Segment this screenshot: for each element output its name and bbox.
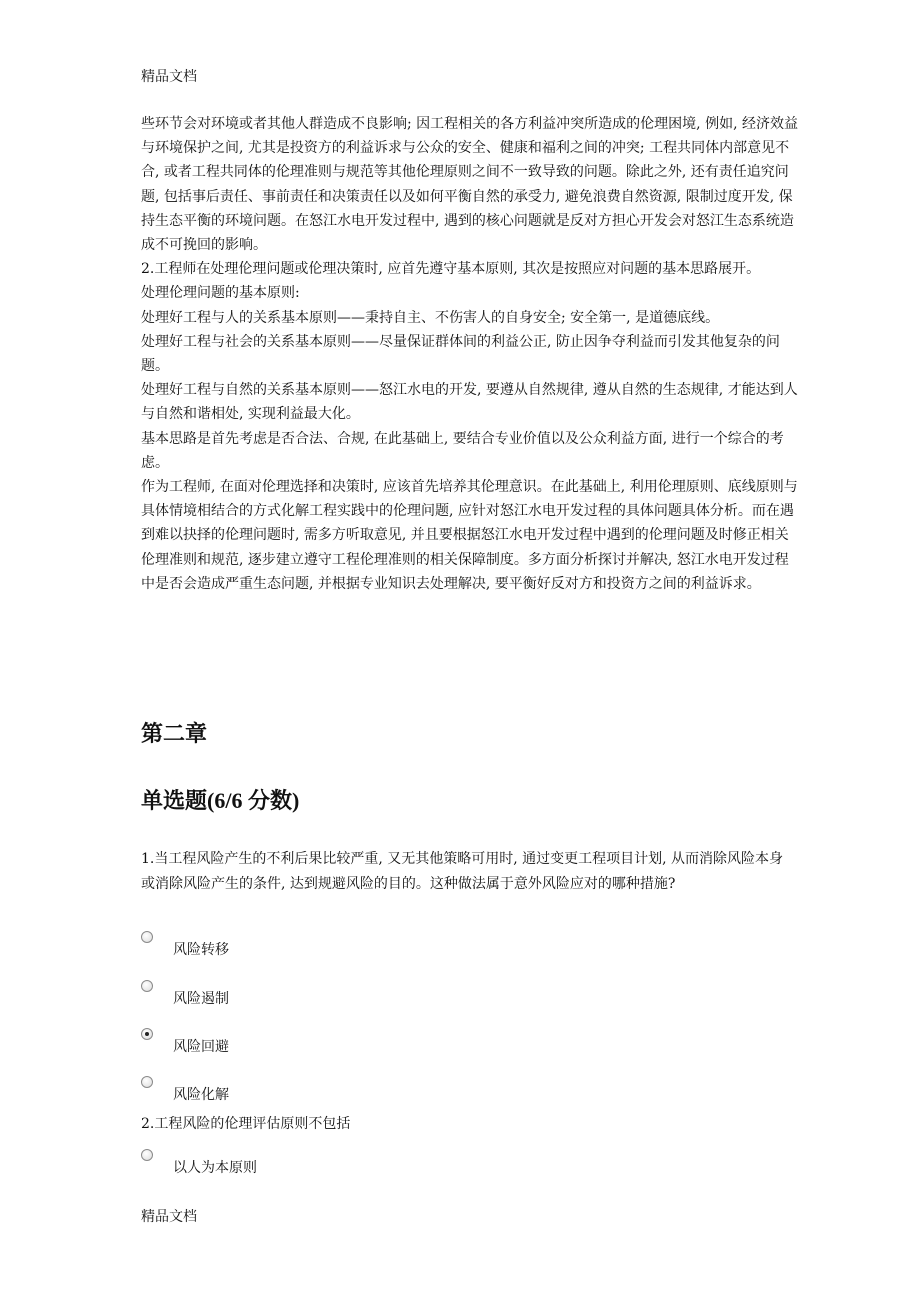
section-title: 单选题(6/6 分数)	[141, 788, 300, 813]
page-footer: 精品文档	[141, 1209, 197, 1225]
paragraph-principles-heading: 处理伦理问题的基本原则:	[141, 285, 300, 302]
paragraph-principle-nature: 处理好工程与自然的关系基本原则——怒江水电的开发, 要遵从自然规律, 遵从自然的生态规律, 才能达到人与自然和谐相处, 实现利益最大化。	[141, 382, 798, 423]
q1-option-4-label: 风险化解	[173, 1087, 229, 1103]
q1-option-3-label: 风险回避	[173, 1039, 229, 1055]
question-2-text: 2.工程风险的伦理评估原则不包括	[141, 1116, 351, 1132]
radio-checked-icon[interactable]	[141, 1028, 153, 1040]
paragraph-principle-society: 处理好工程与社会的关系基本原则——尽量保证群体间的利益公正, 防止因争夺利益而引发其他复杂的问题。	[141, 333, 780, 375]
paragraph-engineer-role: 作为工程师, 在面对伦理选择和决策时, 应该首先培养其伦理意识。在此基础上, 利用伦理原则、底线原则与具体情境相结合的方式化解工程实践中的伦理问题, 应针对怒江水电开发过程的具体问题具体分析。而在遇到难以抉择的伦理问题时, 需多方听取意见, 并且要根据怒江水电开发过程中遇到的伦理问题及时修正相关伦理准则和规范, 逐步建立遵守工程伦理准则的相关保障制度。多方面分析探讨并解决, 怒江水电开发过程中是否会造成严重生态问题, 并根据专业知识去处理解决, 要平衡好反对方和投资方之间的利益诉求。	[141, 479, 798, 592]
paragraph-principle-human: 处理好工程与人的关系基本原则——秉持自主、不伤害人的自身安全; 安全第一, 是道德底线。	[141, 309, 720, 326]
paragraph-basic-approach: 基本思路是首先考虑是否合法、合规, 在此基础上, 要结合专业价值以及公众利益方面, 进行一个综合的考虑。	[141, 430, 784, 471]
q1-option-2-label: 风险遏制	[173, 991, 229, 1007]
page-header: 精品文档	[141, 69, 197, 85]
radio-unchecked-icon[interactable]	[141, 980, 153, 992]
paragraph-ethics-issues: 些环节会对环境或者其他人群造成不良影响; 因工程相关的各方利益冲突所造成的伦理困境, 例如, 经济效益与环境保护之间, 尤其是投资方的利益诉求与公众的安全、健康和福利之间的冲突; 工程共同体内部意见不合, 或者工程共同体的伦理准则与规范等其他伦理原则之间不一致导致的问题。除此之外, 还有责任追究问题, 包括事后责任、事前责任和决策责任以及如何平衡自然的承受力, 避免浪费自然资源, 限制过度开发, 保持生态平衡的环境问题。在怒江水电开发过程中, 遇到的核心问题就是反对方担心开发会对怒江生态系统造成不可挽回的影响。	[141, 116, 798, 254]
q2-option-1-label: 以人为本原则	[173, 1160, 257, 1176]
chapter-title: 第二章	[141, 721, 208, 746]
radio-unchecked-icon[interactable]	[141, 931, 153, 943]
paragraph-principles-intro: 2.工程师在处理伦理问题或伦理决策时, 应首先遵守基本原则, 其次是按照应对问题的基本思路展开。	[141, 261, 761, 278]
question-1-text: 1.当工程风险产生的不利后果比较严重, 又无其他策略可用时, 通过变更工程项目计划, 从而消除风险本身或消除风险产生的条件, 达到规避风险的目的。这种做法属于意外风险应对的哪种措施?	[141, 851, 784, 892]
radio-unchecked-icon[interactable]	[141, 1149, 153, 1161]
answer-text	[141, 112, 801, 596]
radio-unchecked-icon[interactable]	[141, 1076, 153, 1088]
q1-option-1-label: 风险转移	[173, 942, 229, 958]
